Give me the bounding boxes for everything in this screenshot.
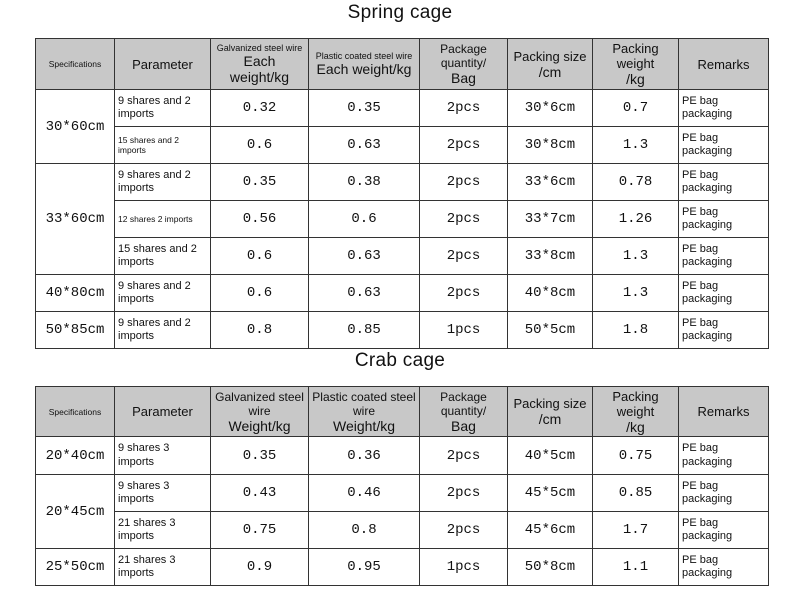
header-galvanized-sub: Galvanized steel wire (215, 389, 304, 418)
packing-size-cell: 45*5cm (508, 475, 593, 512)
param-cell: 9 shares 3 imports (115, 475, 211, 512)
header-package-qty (420, 387, 508, 437)
header-packing-size-sub: Packing size (513, 48, 587, 64)
param-cell: 21 shares 3 imports (115, 512, 211, 549)
header-packing-size-sub: Packing size (513, 396, 587, 411)
packing-weight-cell: 0.78 (593, 164, 679, 201)
header-package-qty (420, 39, 508, 90)
packing-weight-cell: 1.26 (593, 201, 679, 238)
table-row (36, 437, 769, 475)
table-row (36, 164, 769, 201)
header-package-qty-sub: Package quantity/ (440, 42, 487, 70)
plastic-weight-cell: 0.6 (309, 201, 420, 238)
galvanized-weight-cell: 0.56 (211, 201, 309, 238)
plastic-weight-cell: 0.8 (309, 512, 420, 549)
crab-cage-title: Crab cage (354, 350, 446, 371)
packing-size-cell: 33*8cm (508, 238, 593, 275)
package-qty-cell: 2pcs (420, 90, 508, 127)
header-plastic (309, 387, 420, 437)
packing-weight-cell: 0.7 (593, 90, 679, 127)
spec-cell: 25*50cm (36, 549, 115, 586)
packing-weight-cell: 0.75 (593, 437, 679, 475)
remarks-cell: PE bag packaging (679, 437, 769, 475)
remarks-cell: PE bag packaging (679, 475, 769, 512)
packing-size-cell: 40*5cm (508, 437, 593, 475)
galvanized-weight-cell: 0.6 (211, 127, 309, 164)
package-qty-cell: 2pcs (420, 437, 508, 475)
header-galvanized (211, 39, 309, 90)
galvanized-weight-cell: 0.6 (211, 275, 309, 312)
packing-weight-cell: 1.3 (593, 238, 679, 275)
param-cell: 9 shares and 2 imports (115, 312, 211, 349)
header-plastic (309, 39, 420, 90)
packing-size-cell: 40*8cm (508, 275, 593, 312)
param-cell: 15 shares and 2 imports (115, 127, 211, 164)
package-qty-cell: 1pcs (420, 312, 508, 349)
packing-weight-cell: 1.8 (593, 312, 679, 349)
plastic-weight-cell: 0.38 (309, 164, 420, 201)
plastic-weight-cell: 0.95 (309, 549, 420, 586)
plastic-weight-cell: 0.36 (309, 437, 420, 475)
header-package-qty-main: Bag (451, 70, 476, 86)
spec-cell: 40*80cm (36, 275, 115, 312)
remarks-cell: PE bag packaging (679, 512, 769, 549)
header-plastic-sub: Plastic coated steel wire (312, 389, 416, 418)
remarks-cell: PE bag packaging (679, 90, 769, 127)
galvanized-weight-cell: 0.75 (211, 512, 309, 549)
galvanized-weight-cell: 0.43 (211, 475, 309, 512)
plastic-weight-cell: 0.46 (309, 475, 420, 512)
package-qty-cell: 2pcs (420, 164, 508, 201)
spec-cell: 33*60cm (36, 164, 115, 275)
plastic-weight-cell: 0.85 (309, 312, 420, 349)
package-qty-cell: 2pcs (420, 475, 508, 512)
header-plastic-sub: Plastic coated steel wire (315, 50, 413, 61)
param-cell: 9 shares and 2 imports (115, 90, 211, 127)
header-packing-size (508, 387, 593, 437)
header-packing-weight-main: /kg (626, 418, 645, 435)
table-row (36, 238, 769, 275)
package-qty-cell: 2pcs (420, 512, 508, 549)
packing-size-cell: 33*6cm (508, 164, 593, 201)
package-qty-cell: 2pcs (420, 201, 508, 238)
header-galvanized (211, 387, 309, 437)
header-packing-size-main: /cm (538, 63, 562, 80)
packing-size-cell: 45*6cm (508, 512, 593, 549)
remarks-cell: PE bag packaging (679, 312, 769, 349)
param-cell: 12 shares 2 imports (115, 201, 211, 238)
header-specifications: Specifications (36, 387, 115, 437)
remarks-cell: PE bag packaging (679, 275, 769, 312)
header-packing-weight (593, 387, 679, 437)
header-parameter: Parameter (115, 39, 211, 90)
header-plastic-main: Each weight/kg (316, 60, 412, 77)
table-row (36, 127, 769, 164)
table-row (36, 475, 769, 512)
param-cell: 9 shares and 2 imports (115, 164, 211, 201)
crab-header-row (36, 387, 769, 437)
header-packing-size-main: /cm (538, 411, 562, 427)
header-package-qty-sub: Package quantity/ (440, 389, 487, 418)
galvanized-weight-cell: 0.32 (211, 90, 309, 127)
remarks-cell: PE bag packaging (679, 549, 769, 586)
galvanized-weight-cell: 0.9 (211, 549, 309, 586)
header-parameter: Parameter (115, 387, 211, 437)
packing-size-cell: 30*8cm (508, 127, 593, 164)
header-galvanized-sub: Galvanized steel wire (216, 42, 303, 53)
packing-size-cell: 50*8cm (508, 549, 593, 586)
header-plastic-main: Weight/kg (333, 417, 395, 434)
package-qty-cell: 2pcs (420, 127, 508, 164)
packing-weight-cell: 1.7 (593, 512, 679, 549)
packing-weight-cell: 1.1 (593, 549, 679, 586)
table-row (36, 512, 769, 549)
galvanized-weight-cell: 0.6 (211, 238, 309, 275)
header-packing-weight-main: /kg (626, 71, 645, 87)
spec-cell: 30*60cm (36, 90, 115, 164)
param-cell: 9 shares and 2 imports (115, 275, 211, 312)
package-qty-cell: 1pcs (420, 549, 508, 586)
spec-cell: 50*85cm (36, 312, 115, 349)
crab-cage-table (35, 386, 769, 586)
header-packing-weight (593, 39, 679, 90)
packing-weight-cell: 0.85 (593, 475, 679, 512)
remarks-cell: PE bag packaging (679, 201, 769, 238)
header-packing-weight-sub: Packing weight (612, 388, 659, 419)
plastic-weight-cell: 0.63 (309, 275, 420, 312)
spec-cell: 20*45cm (36, 475, 115, 549)
header-packing-size (508, 39, 593, 90)
header-remarks: Remarks (679, 387, 769, 437)
table-row (36, 549, 769, 586)
remarks-cell: PE bag packaging (679, 127, 769, 164)
spring-cage-table (35, 38, 769, 349)
table-row (36, 275, 769, 312)
plastic-weight-cell: 0.63 (309, 238, 420, 275)
plastic-weight-cell: 0.63 (309, 127, 420, 164)
header-packing-weight-sub: Packing weight (612, 41, 659, 71)
packing-size-cell: 33*7cm (508, 201, 593, 238)
packing-size-cell: 50*5cm (508, 312, 593, 349)
header-galvanized-main: Weight/kg (228, 417, 291, 434)
galvanized-weight-cell: 0.8 (211, 312, 309, 349)
header-remarks: Remarks (679, 39, 769, 90)
table-row (36, 90, 769, 127)
table-row (36, 201, 769, 238)
header-package-qty-main: Bag (451, 417, 476, 434)
remarks-cell: PE bag packaging (679, 238, 769, 275)
remarks-cell: PE bag packaging (679, 164, 769, 201)
param-cell: 21 shares 3 imports (115, 549, 211, 586)
param-cell: 15 shares and 2 imports (115, 238, 211, 275)
package-qty-cell: 2pcs (420, 238, 508, 275)
spring-cage-title: Spring cage (347, 2, 453, 23)
spec-cell: 20*40cm (36, 437, 115, 475)
galvanized-weight-cell: 0.35 (211, 164, 309, 201)
plastic-weight-cell: 0.35 (309, 90, 420, 127)
package-qty-cell: 2pcs (420, 275, 508, 312)
packing-size-cell: 30*6cm (508, 90, 593, 127)
galvanized-weight-cell: 0.35 (211, 437, 309, 475)
packing-weight-cell: 1.3 (593, 127, 679, 164)
param-cell: 9 shares 3 imports (115, 437, 211, 475)
header-galvanized-main: Each weight/kg (229, 52, 290, 85)
table-row (36, 312, 769, 349)
header-specifications: Specifications (36, 39, 115, 90)
spring-header-row (36, 39, 769, 90)
packing-weight-cell: 1.3 (593, 275, 679, 312)
